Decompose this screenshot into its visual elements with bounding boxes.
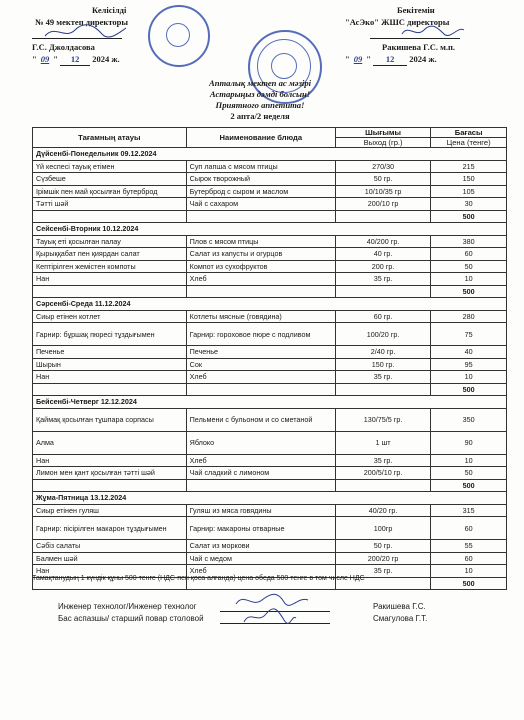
dish-name-kz: Нан (33, 371, 187, 384)
right-org: "АсЭко" ЖШС директоры (345, 17, 450, 27)
agreed-label: Келісілді (92, 5, 127, 15)
dish-price: 350 (431, 408, 507, 431)
menu-item-row (33, 552, 507, 565)
approved-label: Бекітемін (397, 5, 435, 15)
dish-name-ru: Чай сладкий с лимоном (186, 467, 335, 480)
dish-output: 35 гр. (335, 565, 430, 578)
price-note: Тамақтанудың 1 күндік құны 500 тенге (НДС-пен қоса алғанда) цена обеда 500 тенге в том числе НДС (32, 575, 365, 582)
day-total-row (33, 210, 507, 223)
dish-output: 2/40 гр. (335, 346, 430, 359)
dish-output: 200/5/10 гр. (335, 467, 430, 480)
dish-name-kz: Сәбіз салаты (33, 540, 187, 553)
dish-name-ru: Гуляш из мяса говядины (186, 504, 335, 517)
dish-price: 105 (431, 185, 507, 198)
dish-name-ru: Суп лапша с мясом птицы (186, 160, 335, 173)
dish-price: 30 (431, 198, 507, 211)
menu-title: Апталық мектеп ас мәзірі Астарыңыз дәмді болсын! Приятного аппетита! 2 апта/2 неделя (208, 78, 311, 121)
menu-item-row (33, 198, 507, 211)
dish-name-kz: Алма (33, 431, 187, 454)
dish-name-kz: Сүзбеше (33, 173, 187, 186)
dish-price: 60 (431, 552, 507, 565)
dish-price: 50 (431, 467, 507, 480)
menu-item-row (33, 454, 507, 467)
menu-item-row (33, 260, 507, 273)
col-header-kz: Тағамның атауы (33, 128, 187, 148)
left-name: Г.С. Джолдасова (32, 42, 95, 52)
dish-price: 55 (431, 540, 507, 553)
empty-cell (186, 210, 335, 223)
dish-name-kz: Кептірілген жемістен компоты (33, 260, 187, 273)
dish-output: 200 гр. (335, 260, 430, 273)
dish-output: 130/75/5 гр. (335, 408, 430, 431)
dish-name-kz: Гарнир: бұршақ пюресі тұздығымен (33, 323, 187, 346)
dish-output: 10/10/35 гр (335, 185, 430, 198)
dish-name-ru: Хлеб (186, 371, 335, 384)
dish-name-ru: Хлеб (186, 454, 335, 467)
left-date: " 09 " 12 2024 ж. (32, 54, 120, 64)
dish-output: 35 гр. (335, 273, 430, 286)
dish-name-ru: Сырок творожный (186, 173, 335, 186)
dish-output: 40/20 гр. (335, 504, 430, 517)
dish-price: 40 (431, 346, 507, 359)
dish-output: 50 гр. (335, 540, 430, 553)
dish-name-ru: Гарнир: макароны отварные (186, 517, 335, 540)
dish-name-ru: Яблоко (186, 431, 335, 454)
dish-name-kz: Үй кеспесі тауық етімен (33, 160, 187, 173)
col-header-out: Выход (гр.) (335, 138, 430, 148)
day-total: 500 (431, 210, 507, 223)
menu-item-row (33, 504, 507, 517)
dish-price: 10 (431, 273, 507, 286)
dish-name-kz: Печенье (33, 346, 187, 359)
dish-name-ru: Салат из капусты и огурцов (186, 248, 335, 261)
dish-name-kz: Шырын (33, 358, 187, 371)
dish-name-ru: Печенье (186, 346, 335, 359)
dish-price: 90 (431, 431, 507, 454)
day-title: Жұма-Пятница 13.12.2024 (33, 492, 507, 505)
school-stamp (148, 5, 210, 67)
dish-name-kz: Тауық еті қосылған палау (33, 235, 187, 248)
dish-output: 35 гр. (335, 371, 430, 384)
dish-name-kz: Гарнир: пісірілген макарон тұздығымен (33, 517, 187, 540)
dish-name-ru: Бутерброд с сыром и маслом (186, 185, 335, 198)
dish-price: 10 (431, 565, 507, 578)
right-date: " 09 " 12 2024 ж. (345, 54, 437, 64)
menu-item-row (33, 273, 507, 286)
dish-name-kz: Ірімшік пен май қосылған бутерброд (33, 185, 187, 198)
day-header-row (33, 298, 507, 311)
dish-output: 150 гр. (335, 358, 430, 371)
signer1-role: Инженер технолог/Инженер технолог (58, 602, 197, 611)
empty-cell (33, 383, 187, 396)
dish-output: 200/20 гр (335, 552, 430, 565)
dish-price: 75 (431, 323, 507, 346)
dish-output: 100гр (335, 517, 430, 540)
empty-cell (335, 210, 430, 223)
dish-name-ru: Чай с медом (186, 552, 335, 565)
empty-cell (335, 383, 430, 396)
menu-item-row (33, 358, 507, 371)
day-total: 500 (431, 383, 507, 396)
menu-item-row (33, 408, 507, 431)
menu-item-row (33, 467, 507, 480)
menu-table (32, 127, 507, 590)
dish-output: 50 гр. (335, 173, 430, 186)
day-title: Сәрсенбі-Среда 11.12.2024 (33, 298, 507, 311)
menu-item-row (33, 173, 507, 186)
dish-price: 50 (431, 260, 507, 273)
dish-name-ru: Салат из моркови (186, 540, 335, 553)
dish-name-kz: Қаймақ қосылған тұшпара сорпасы (33, 408, 187, 431)
dish-name-ru: Хлеб (186, 273, 335, 286)
empty-cell (335, 285, 430, 298)
empty-cell (33, 479, 187, 492)
signer1-name: Ракишева Г.С. (373, 602, 426, 611)
menu-item-row (33, 235, 507, 248)
empty-cell (186, 285, 335, 298)
dish-name-kz: Лимон мен қант қосылған тәтті шәй (33, 467, 187, 480)
dish-name-ru: Сок (186, 358, 335, 371)
dish-name-kz: Нан (33, 273, 187, 286)
dish-price: 150 (431, 173, 507, 186)
dish-output: 40/200 гр. (335, 235, 430, 248)
menu-item-row (33, 160, 507, 173)
dish-price: 215 (431, 160, 507, 173)
menu-item-row (33, 310, 507, 323)
dish-output: 60 гр. (335, 310, 430, 323)
dish-name-ru: Компот из сухофруктов (186, 260, 335, 273)
signer2-name: Смагулова Г.Т. (373, 614, 428, 623)
day-title: Бейсенбі-Четверг 12.12.2024 (33, 396, 507, 409)
dish-name-ru: Плов с мясом птицы (186, 235, 335, 248)
menu-item-row (33, 517, 507, 540)
day-header-row (33, 148, 507, 161)
menu-item-row (33, 371, 507, 384)
dish-price: 60 (431, 517, 507, 540)
dish-name-kz: Тәтті шәй (33, 198, 187, 211)
dish-name-ru: Пельмени с бульоном и со сметаной (186, 408, 335, 431)
day-header-row (33, 223, 507, 236)
menu-item-row (33, 248, 507, 261)
day-total: 500 (431, 479, 507, 492)
left-signature (40, 22, 130, 42)
day-total-row (33, 479, 507, 492)
day-total: 500 (431, 285, 507, 298)
right-signature (398, 22, 468, 42)
dish-price: 280 (431, 310, 507, 323)
empty-cell (33, 285, 187, 298)
signer2-role: Бас аспазшы/ старший повар столовой (58, 614, 204, 623)
left-org: № 49 мектеп директоры (35, 17, 128, 27)
menu-item-row (33, 323, 507, 346)
dish-price: 10 (431, 454, 507, 467)
dish-price: 380 (431, 235, 507, 248)
day-header-row (33, 492, 507, 505)
col-header-ru: Наименование блюда (186, 128, 335, 148)
menu-item-row (33, 346, 507, 359)
dish-output: 1 шт (335, 431, 430, 454)
signer2-signature (240, 606, 300, 628)
dish-price: 60 (431, 248, 507, 261)
day-header-row (33, 396, 507, 409)
dish-price: 315 (431, 504, 507, 517)
col-header-price: Цена (тенге) (431, 138, 507, 148)
dish-name-ru: Котлеты мясные (говядина) (186, 310, 335, 323)
dish-output: 100/20 гр. (335, 323, 430, 346)
menu-item-row (33, 431, 507, 454)
dish-name-kz: Нан (33, 565, 187, 578)
dish-name-ru: Гарнир: гороховое пюре с подливом (186, 323, 335, 346)
empty-cell (186, 383, 335, 396)
dish-name-kz: Балмен шәй (33, 552, 187, 565)
dish-price: 10 (431, 371, 507, 384)
col-header-price-top: Бағасы (431, 128, 507, 138)
dish-output: 270/30 (335, 160, 430, 173)
dish-name-kz: Сиыр етінен котлет (33, 310, 187, 323)
menu-item-row (33, 185, 507, 198)
dish-name-ru: Чай с сахаром (186, 198, 335, 211)
empty-cell (335, 479, 430, 492)
day-title: Сейсенбі-Вторник 10.12.2024 (33, 223, 507, 236)
right-name: Ракишева Г.С. м.п. (382, 42, 456, 52)
dish-name-kz: Қырыққабат пен қиярдан салат (33, 248, 187, 261)
menu-item-row (33, 540, 507, 553)
dish-name-ru: Хлеб (186, 565, 335, 578)
dish-price: 95 (431, 358, 507, 371)
dish-name-kz: Сиыр етінен гуляш (33, 504, 187, 517)
dish-output: 200/10 гр (335, 198, 430, 211)
empty-cell (186, 479, 335, 492)
dish-output: 40 гр. (335, 248, 430, 261)
day-total-row (33, 285, 507, 298)
day-title: Дүйсенбі-Понедельник 09.12.2024 (33, 148, 507, 161)
empty-cell (33, 210, 187, 223)
dish-name-kz: Нан (33, 454, 187, 467)
dish-output: 35 гр. (335, 454, 430, 467)
day-total-row (33, 383, 507, 396)
col-header-out-top: Шығымы (335, 128, 430, 138)
day-total: 500 (431, 577, 507, 590)
